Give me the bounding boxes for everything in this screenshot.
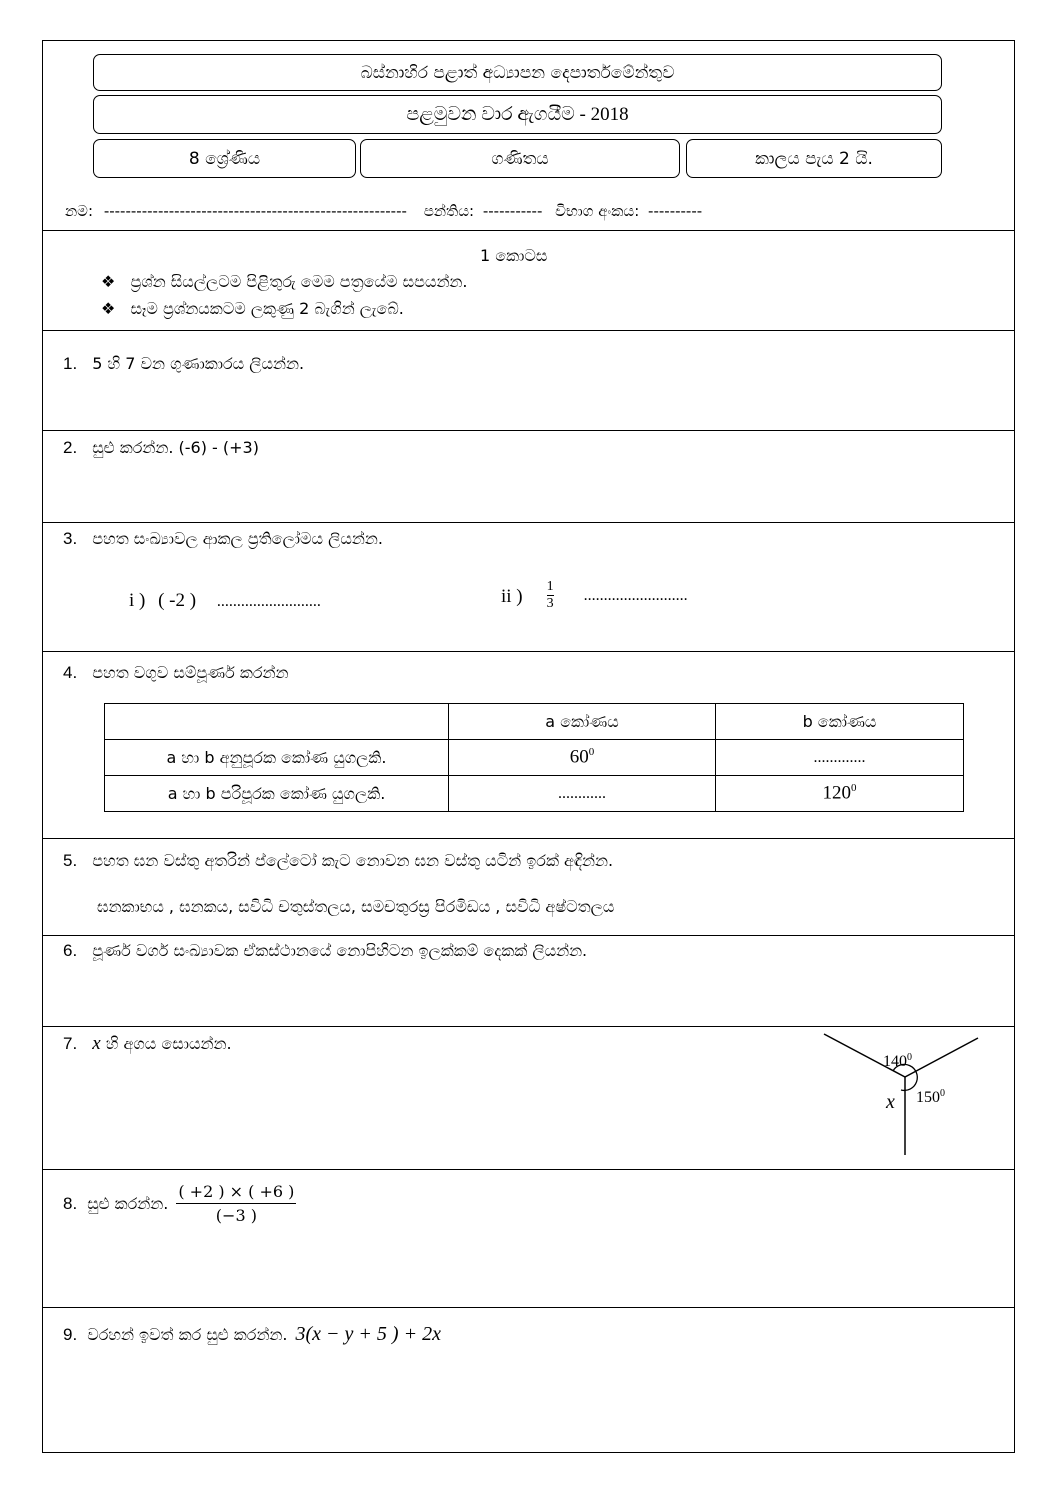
question-3-part-i: i ) ( -2 ) .......................... bbox=[129, 590, 321, 611]
subject-label: ගණිතය bbox=[491, 148, 549, 169]
section-title: 1 කොටස bbox=[480, 246, 548, 265]
time-box bbox=[686, 139, 942, 178]
question-5-options: ඝනකාභය , ඝනකය, සවිධි චතුස්තලය, සමචතුරස්‍ර පිරමිඩය , සවිධි අෂ්ටතලය bbox=[97, 897, 615, 916]
student-info-line bbox=[65, 202, 702, 220]
divider bbox=[43, 651, 1014, 652]
angle-label-150: $150^0$ bbox=[916, 1088, 945, 1106]
question-number: 5. bbox=[63, 851, 78, 870]
question-1: 1. 5 හි 7 වන ගුණාකාරය ලියන්න. bbox=[63, 354, 305, 373]
grade-box bbox=[93, 139, 356, 178]
question-number: 7. bbox=[63, 1034, 78, 1053]
expression: 3(x − y + 5 ) + 2x bbox=[295, 1323, 441, 1345]
table-cell: a හා b පරිපූරක කෝණ යුගලකි. bbox=[105, 776, 449, 812]
angle-diagram bbox=[813, 1026, 1013, 1166]
fraction: $\frac{( +2 ) \times ( +6 )}{(-3 )}$ bbox=[178, 1182, 295, 1225]
department-title: බස්නාහිර පළාත් අධ්‍යාපන දෙපාර්තමේන්තුව bbox=[360, 62, 675, 83]
question-number: 9. bbox=[63, 1324, 78, 1344]
divider bbox=[43, 230, 1014, 231]
question-number: 6. bbox=[63, 941, 78, 960]
department-box bbox=[93, 54, 942, 91]
class-label: පන්තිය: bbox=[423, 202, 475, 220]
divider bbox=[43, 522, 1014, 523]
exam-box bbox=[93, 95, 942, 134]
table-cell: $60^0$ bbox=[449, 740, 716, 776]
exam-title: පළමුවන වාර ඇගයීම - 2018 bbox=[406, 103, 629, 125]
divider bbox=[43, 430, 1014, 431]
answer-blank[interactable]: .......................... bbox=[583, 586, 688, 604]
exam-page bbox=[42, 40, 1015, 1453]
question-number: 3. bbox=[63, 529, 78, 548]
question-3: 3. පහත සංඛ්‍යාවල ආකල ප්‍රතිලෝමය ලියන්න. bbox=[63, 529, 383, 548]
question-9: 9. වරහන් ඉවත් කර සුළු කරන්න. 3(x − y + 5 ) + 2x bbox=[63, 1323, 441, 1345]
name-field[interactable]: -------------------------------------------------------- bbox=[103, 202, 407, 220]
divider bbox=[43, 330, 1014, 331]
instruction-2: ❖ සෑම ප්‍රශ්නයකටම ලකුණු 2 බැගින් ලැබේ. bbox=[101, 299, 404, 318]
divider bbox=[43, 935, 1014, 936]
index-label: විභාග අංකය: bbox=[555, 202, 640, 220]
question-2: 2. සුළු කරන්න. (-6) - (+3) bbox=[63, 438, 259, 457]
table-header-row bbox=[105, 704, 964, 740]
question-3-part-ii: ii ) $\frac{1}{3}$ .......................... bbox=[501, 579, 688, 611]
index-field[interactable]: ---------- bbox=[648, 202, 703, 220]
table-header-cell: b කෝණය bbox=[716, 704, 964, 740]
question-number: 8. bbox=[63, 1193, 78, 1213]
question-5: 5. පහත ඝන වස්තු අතරින් ප්ලේටෝ කැට නොවන ඝන වස්තු යටින් ඉරක් අඳින්න. bbox=[63, 851, 614, 870]
question-4: 4. පහත වගුව සම්පූර්ණ කරන්න bbox=[63, 663, 289, 682]
table-header-cell: a කෝණය bbox=[449, 704, 716, 740]
question-6: 6. පූර්ණ වර්ග සංඛ්‍යාවක ඒකස්ථානයේ නොපිහිටන ඉලක්කම් දෙකක් ලියන්න. bbox=[63, 941, 588, 960]
divider bbox=[43, 1307, 1014, 1308]
time-label: කාලය පැය 2 යි. bbox=[755, 148, 873, 169]
instruction-1: ❖ ප්‍රශ්න සියල්ලටම පිළිතුරු මෙම පත්‍රයේම සපයන්න. bbox=[101, 272, 468, 291]
question-8: 8. සුළු කරන්න. $\frac{( +2 ) \times ( +6 )}{(-3 )}$ bbox=[63, 1182, 295, 1225]
answer-cell[interactable]: ............. bbox=[716, 740, 964, 776]
angle-label-140: $140^0$ bbox=[883, 1052, 912, 1070]
table-cell: $120^0$ bbox=[716, 776, 964, 812]
table-row bbox=[105, 740, 964, 776]
table-cell: a හා b අනුපූරක කෝණ යුගලකි. bbox=[105, 740, 449, 776]
question-number: 1. bbox=[63, 354, 78, 373]
question-number: 2. bbox=[63, 438, 78, 457]
angle-label-x: x bbox=[886, 1091, 895, 1113]
question-number: 4. bbox=[63, 663, 78, 682]
grade-label: 8 ශ්‍රේණිය bbox=[188, 148, 261, 169]
class-field[interactable]: ----------- bbox=[482, 202, 543, 220]
answer-cell[interactable]: ............ bbox=[449, 776, 716, 812]
bullet-icon: ❖ bbox=[101, 299, 116, 318]
name-label: නම: bbox=[65, 202, 94, 220]
divider bbox=[43, 1169, 1014, 1170]
table-header-cell bbox=[105, 704, 449, 740]
divider bbox=[43, 838, 1014, 839]
table-row bbox=[105, 776, 964, 812]
bullet-icon: ❖ bbox=[101, 272, 116, 291]
fraction: $\frac{1}{3}$ bbox=[546, 579, 554, 611]
question-7: 7. x හි අගය සොයන්න. bbox=[63, 1033, 232, 1054]
subject-box bbox=[360, 139, 680, 178]
answer-blank[interactable]: .......................... bbox=[216, 593, 321, 610]
angle-table bbox=[104, 703, 964, 812]
